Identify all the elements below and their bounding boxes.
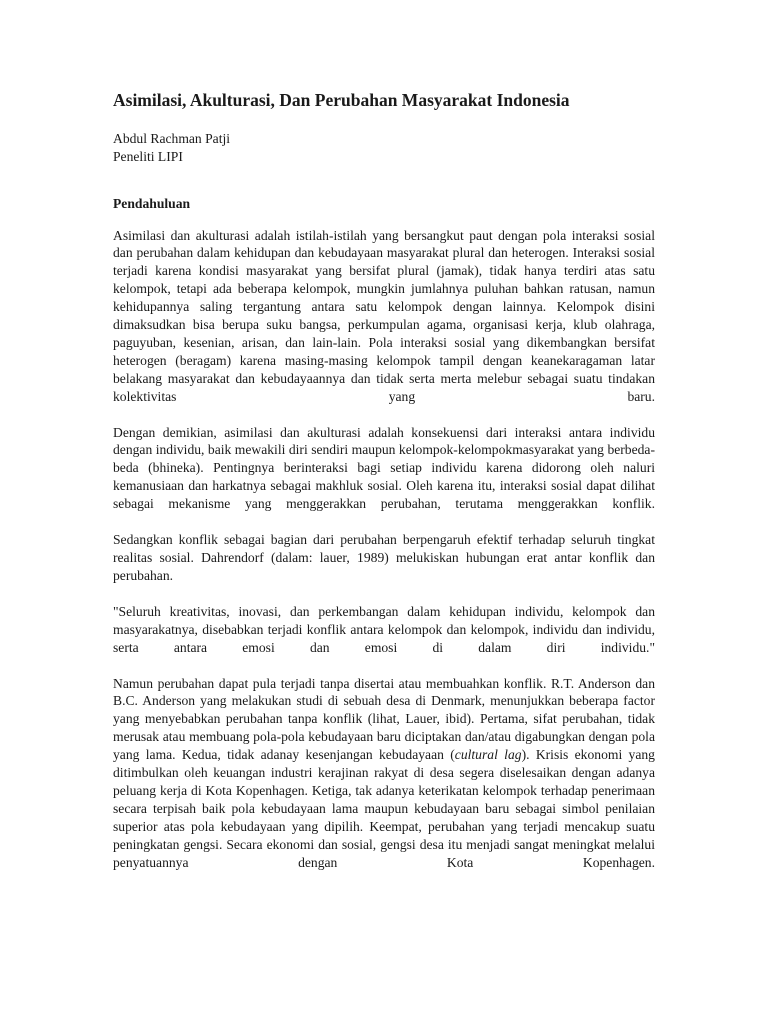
paragraph-5-text-a: Namun perubahan dapat pula terjadi tanpa disertai atau membuahkan konflik. R.T. Anderson dan B.C. Anderson yang melakukan studi di sebuah desa di Denmark, menunjukkan beberapa factor yang menyebabkan perubahan tanpa konflik (lihat, Lauer, ibid). Pertama, sifat perubahan, tidak merusak atau membuang pola-pola kebudayaan baru diciptakan dan/atau digabungkan dengan pola yang lama. Kedua, tidak adanay kesenjangan kebudayaan ( [113,675,655,763]
paragraph-2: Dengan demikian, asimilasi dan akulturasi adalah konsekuensi dari interaksi antara individu dengan individu, baik mewakili diri sendiri maupun kelompok-kelompokmasyarakat yang berbeda-beda (bhineka). Pentingnya berinteraksi bagi setiap individu karena didorong oleh naluri kemanusiaan dan harkatnya sebagai makhluk sosial. Oleh karena itu, interaksi sosial dapat dilihat sebagai mekanisme yang menggerakkan perubahan, terutama menggerakkan konflik. [113,424,655,512]
author-block [113,130,655,165]
paragraph-5-italic-term: cultural lag [454,747,522,763]
author-affiliation: Peneliti LIPI [113,148,183,164]
paragraph-5 [113,675,655,872]
section-heading: Pendahuluan [113,196,191,211]
paragraph-3: Sedangkan konflik sebagai bagian dari perubahan berpengaruh efektif terhadap seluruh tingkat realitas sosial. Dahrendorf (dalam: lauer, 1989) melukiskan hubungan erat antar konflik dan perubahan. [113,532,655,583]
author-name: Abdul Rachman Patji [113,131,231,146]
paragraph-4-quote: "Seluruh kreativitas, inovasi, dan perkembangan dalam kehidupan individu, kelompok dan masyarakatnya, disebabkan terjadi konflik antara kelompok dan kelompok, individu dan individu, serta antara emosi dan emosi di dalam diri individu." [113,603,655,655]
document-title: Asimilasi, Akulturasi, Dan Perubahan Masyarakat Indonesia [113,90,570,110]
paragraph-1: Asimilasi dan akulturasi adalah istilah-istilah yang bersangkut paut dengan pola interaksi sosial dan perubahan dalam kehidupan dan kebudayaan masyarakat plural dan heterogen. Interaksi sosial terjadi karena kondisi masyarakat yang bersifat plural (jamak), tidak hanya terdiri atas satu kelompok, tetapi ada beberapa kelompok, mungkin jumlahnya puluhan bahkan ratusan, namun kehidupannya saling tergantung antara satu kelompok dengan lainnya. Kelompok disini dimaksudkan bisa berupa suku bangsa, perkumpulan agama, organisasi kerja, klub olahraga, paguyuban, kesenian, arisan, dan lain-lain. Pola interaksi sosial yang dikembangkan bersifat heterogen (beragam) karena masing-masing kelompok tampil dengan keanekaragaman latar belakang masyarakat dan kebudayaannya dan tidak serta merta melebur sebagai suatu tindakan kolektivitas yang baru. [113,227,655,404]
document-page [113,88,655,872]
paragraph-5-text-b: ). Krisis ekonomi yang ditimbulkan oleh keuangan industri kerajinan rakyat di desa segera diselesaikan dengan adanya peluang kerja di Kota Kopenhagen. Ketiga, tak adanya keterikatan kelompok terhadap penerimaan secara terpisah baik pola kebudayaan lama maupun kebudayaan baru sebagai simbol penilaian superior atas pola kebudayaan yang dipilih. Keempat, perubahan yang terjadi mencakup suatu peningkatan gengsi. Secara ekonomi dan sosial, gengsi desa itu menjadi sangat meningkat melalui penyatuannya dengan Kota Kopenhagen. [113,747,655,870]
